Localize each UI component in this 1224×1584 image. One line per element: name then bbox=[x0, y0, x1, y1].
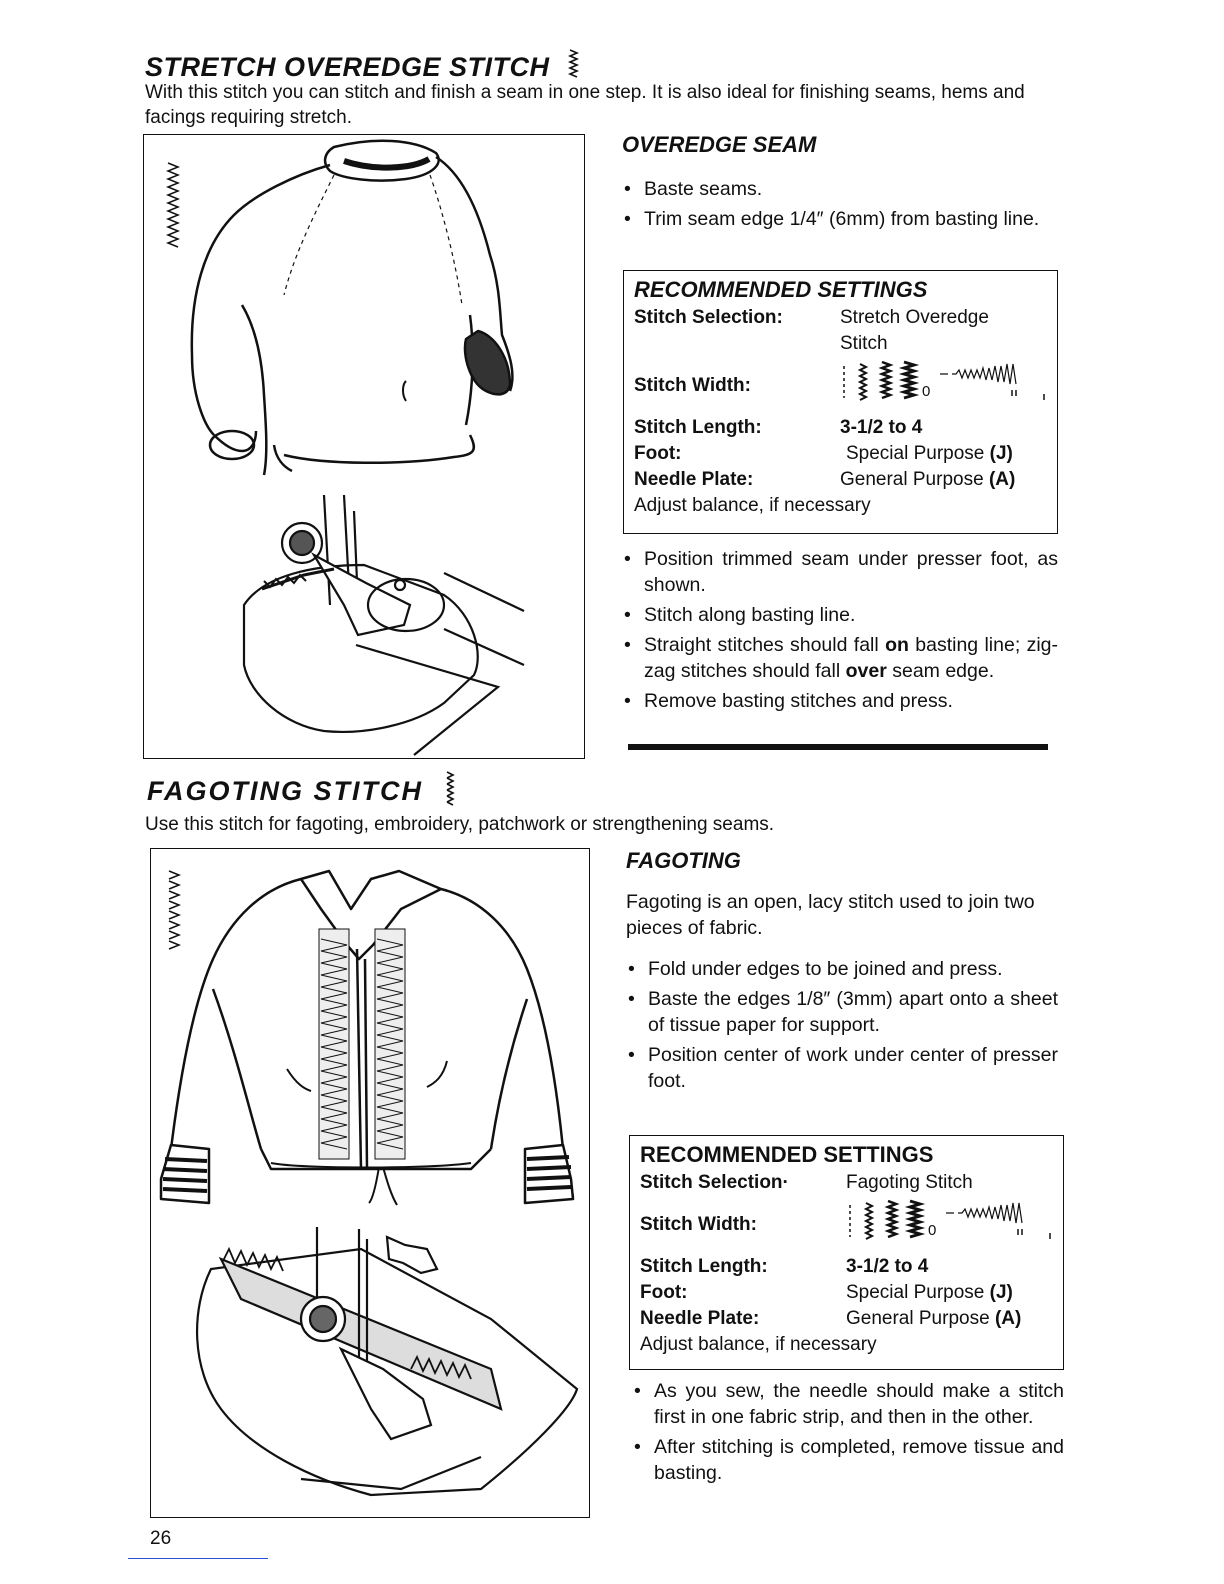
stitch-selection-row: Stitch Selection· Fagoting Stitch bbox=[640, 1172, 973, 1193]
fagoting-stitch-sample-icon bbox=[169, 871, 179, 949]
section2-intro: Use this stitch for fagoting, embroidery, patchwork or strengthening seams. bbox=[145, 814, 775, 835]
section2-title: FAGOTING STITCH bbox=[147, 770, 459, 808]
list-item: • Position trimmed seam under presser foot, as shown. bbox=[622, 546, 1058, 598]
section1-bullets-before bbox=[622, 176, 1058, 236]
figure-sweater-overedge bbox=[143, 134, 585, 759]
list-item: • Remove basting stitches and press. bbox=[622, 688, 1058, 714]
presser-foot-drawing bbox=[244, 495, 524, 755]
stitch-width-row: Stitch Width: 0 bbox=[624, 357, 1057, 415]
stretch-overedge-symbol-icon bbox=[566, 48, 582, 80]
fagoting-symbol-icon bbox=[443, 770, 459, 808]
section2-subtitle: FAGOTING bbox=[626, 848, 741, 873]
sweater-drawing bbox=[192, 141, 513, 475]
section2-paragraph: Fagoting is an open, lacy stitch used to join two pieces of fabric. bbox=[626, 891, 1035, 939]
svg-text:0: 0 bbox=[928, 1222, 937, 1239]
list-item: • Trim seam edge 1/4″ (6mm) from basting line. bbox=[622, 206, 1058, 232]
list-item: • Stitch along basting line. bbox=[622, 602, 1058, 628]
page-number: 26 bbox=[150, 1528, 172, 1549]
stitch-width-row: Stitch Width: 0 bbox=[630, 1196, 1063, 1254]
svg-text:0: 0 bbox=[922, 383, 931, 400]
section2-bullets-after bbox=[632, 1378, 1064, 1490]
jacket-drawing bbox=[161, 871, 573, 1205]
recommended-settings-box-1 bbox=[623, 270, 1058, 534]
fagoting-panels bbox=[319, 929, 405, 1159]
overedge-stitch-sample-icon bbox=[168, 163, 178, 247]
stitch-length-row: Stitch Length: 3-1/2 to 4 bbox=[640, 1256, 929, 1277]
section-divider-bar bbox=[628, 744, 1048, 750]
sweater-and-machine-illustration bbox=[144, 135, 584, 758]
settings-title: RECOMMENDED SETTINGS bbox=[634, 277, 928, 302]
list-item: • Baste the edges 1/8″ (3mm) apart onto a sheet of tissue paper for support. bbox=[626, 986, 1058, 1038]
recommended-settings-box-2 bbox=[629, 1135, 1064, 1370]
needle-plate-row: Needle Plate: General Purpose (A) bbox=[634, 469, 1016, 490]
section1-title: STRETCH OVEREDGE STITCH bbox=[145, 48, 582, 83]
list-item: • Fold under edges to be joined and press. bbox=[626, 956, 1058, 982]
section1-bullets-after bbox=[622, 546, 1058, 718]
stitch-width-scale-icon bbox=[840, 358, 1050, 406]
list-item: • After stitching is completed, remove tissue and basting. bbox=[632, 1434, 1064, 1486]
section1-subtitle: OVEREDGE SEAM bbox=[622, 132, 817, 157]
bottom-rule bbox=[128, 1558, 268, 1559]
figure-jacket-fagoting bbox=[150, 848, 590, 1518]
stitch-width-scale-icon bbox=[846, 1197, 1056, 1245]
jacket-and-machine-illustration bbox=[151, 849, 589, 1517]
settings-title: RECOMMENDED SETTINGS bbox=[640, 1142, 934, 1167]
needle-plate-row: Needle Plate: General Purpose (A) bbox=[640, 1308, 1022, 1329]
stitch-selection-row: Stitch Selection: Stretch Overedge Stitch bbox=[634, 307, 989, 354]
list-item: • As you sew, the needle should make a stitch first in one fabric strip, and then in the other. bbox=[632, 1378, 1064, 1430]
foot-row: Foot: Special Purpose (J) bbox=[640, 1282, 1013, 1303]
settings-note: Adjust balance, if necessary bbox=[634, 495, 871, 516]
presser-foot-drawing-2 bbox=[197, 1227, 577, 1495]
stitch-length-row: Stitch Length: 3-1/2 to 4 bbox=[634, 417, 923, 438]
section1-intro: With this stitch you can stitch and finish a seam in one step. It is also ideal for finishing seams, hems and facings requiring stretch. bbox=[145, 82, 1025, 128]
foot-row: Foot: Special Purpose (J) bbox=[634, 443, 1013, 464]
list-item: • Baste seams. bbox=[622, 176, 1058, 202]
settings-note: Adjust balance, if necessary bbox=[640, 1334, 877, 1355]
section2-bullets-before bbox=[626, 956, 1058, 1098]
list-item: • Position center of work under center of presser foot. bbox=[626, 1042, 1058, 1094]
list-item: • Straight stitches should fall on basting line; zig-zag stitches should fall over seam edge. bbox=[622, 632, 1058, 684]
